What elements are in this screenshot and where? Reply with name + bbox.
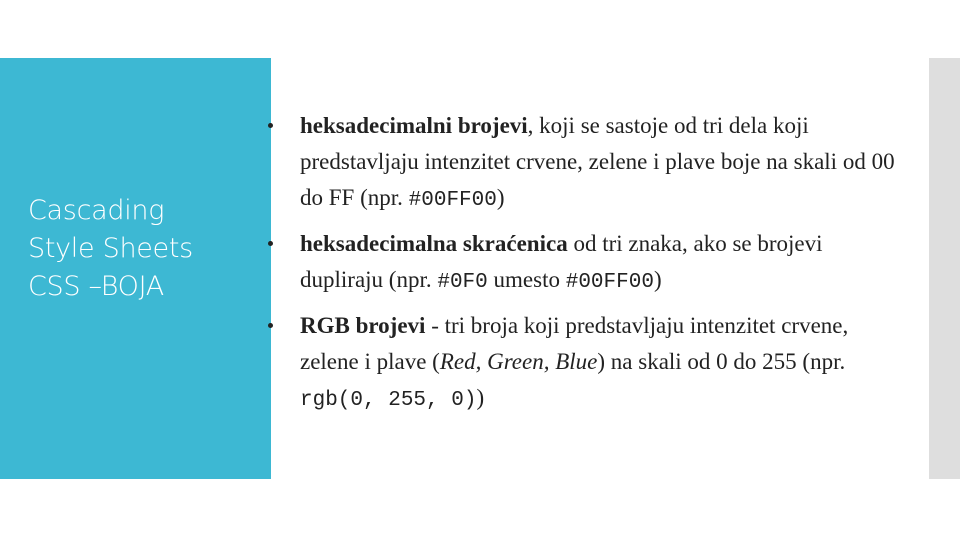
code-sample: rgb(0, 255, 0) xyxy=(300,389,477,412)
slide-title xyxy=(28,192,263,306)
bullet-list xyxy=(262,108,902,426)
title-line-1: Cascading xyxy=(28,195,165,226)
bullet-text: ) xyxy=(653,267,662,292)
bullet-text: ) na skali od 0 do 255 (npr. xyxy=(597,349,846,374)
bullet-hex-shorthand xyxy=(262,226,902,301)
title-line-2: Style Sheets xyxy=(28,233,193,264)
bullet-text: , koji se sastoje od tri dela koji predstavljaju intenzitet crvene, zelene i plave boje na skali od 00 do FF (npr. xyxy=(300,113,895,210)
bullet-hex-numbers xyxy=(262,108,902,219)
bullet-rgb-numbers xyxy=(262,308,902,419)
bullet-term: heksadecimalna skraćenica xyxy=(300,231,568,256)
bullet-dot-icon xyxy=(268,123,273,128)
code-sample: #0F0 xyxy=(437,271,488,294)
emphasis-text: Red, Green, Blue xyxy=(439,349,598,374)
bullet-text: ) xyxy=(496,185,505,210)
bullet-text: od tri znaka, ako se brojevi dupliraju (npr. xyxy=(300,231,823,292)
bullet-term: heksadecimalni brojevi xyxy=(300,113,528,138)
bullet-text: ) xyxy=(476,385,485,410)
bullet-dot-icon xyxy=(268,323,273,328)
bullet-text: umesto xyxy=(487,267,566,292)
bullet-term: RGB brojevi xyxy=(300,313,426,338)
bullet-dot-icon xyxy=(268,241,273,246)
code-sample: #00FF00 xyxy=(408,189,497,212)
title-line-3: CSS –BOJA xyxy=(28,271,164,302)
code-sample: #00FF00 xyxy=(565,271,654,294)
right-scroll-bar xyxy=(929,58,960,479)
bullet-text: - tri broja koji predstavljaju intenzitet crvene, zelene i plave ( xyxy=(300,313,849,374)
